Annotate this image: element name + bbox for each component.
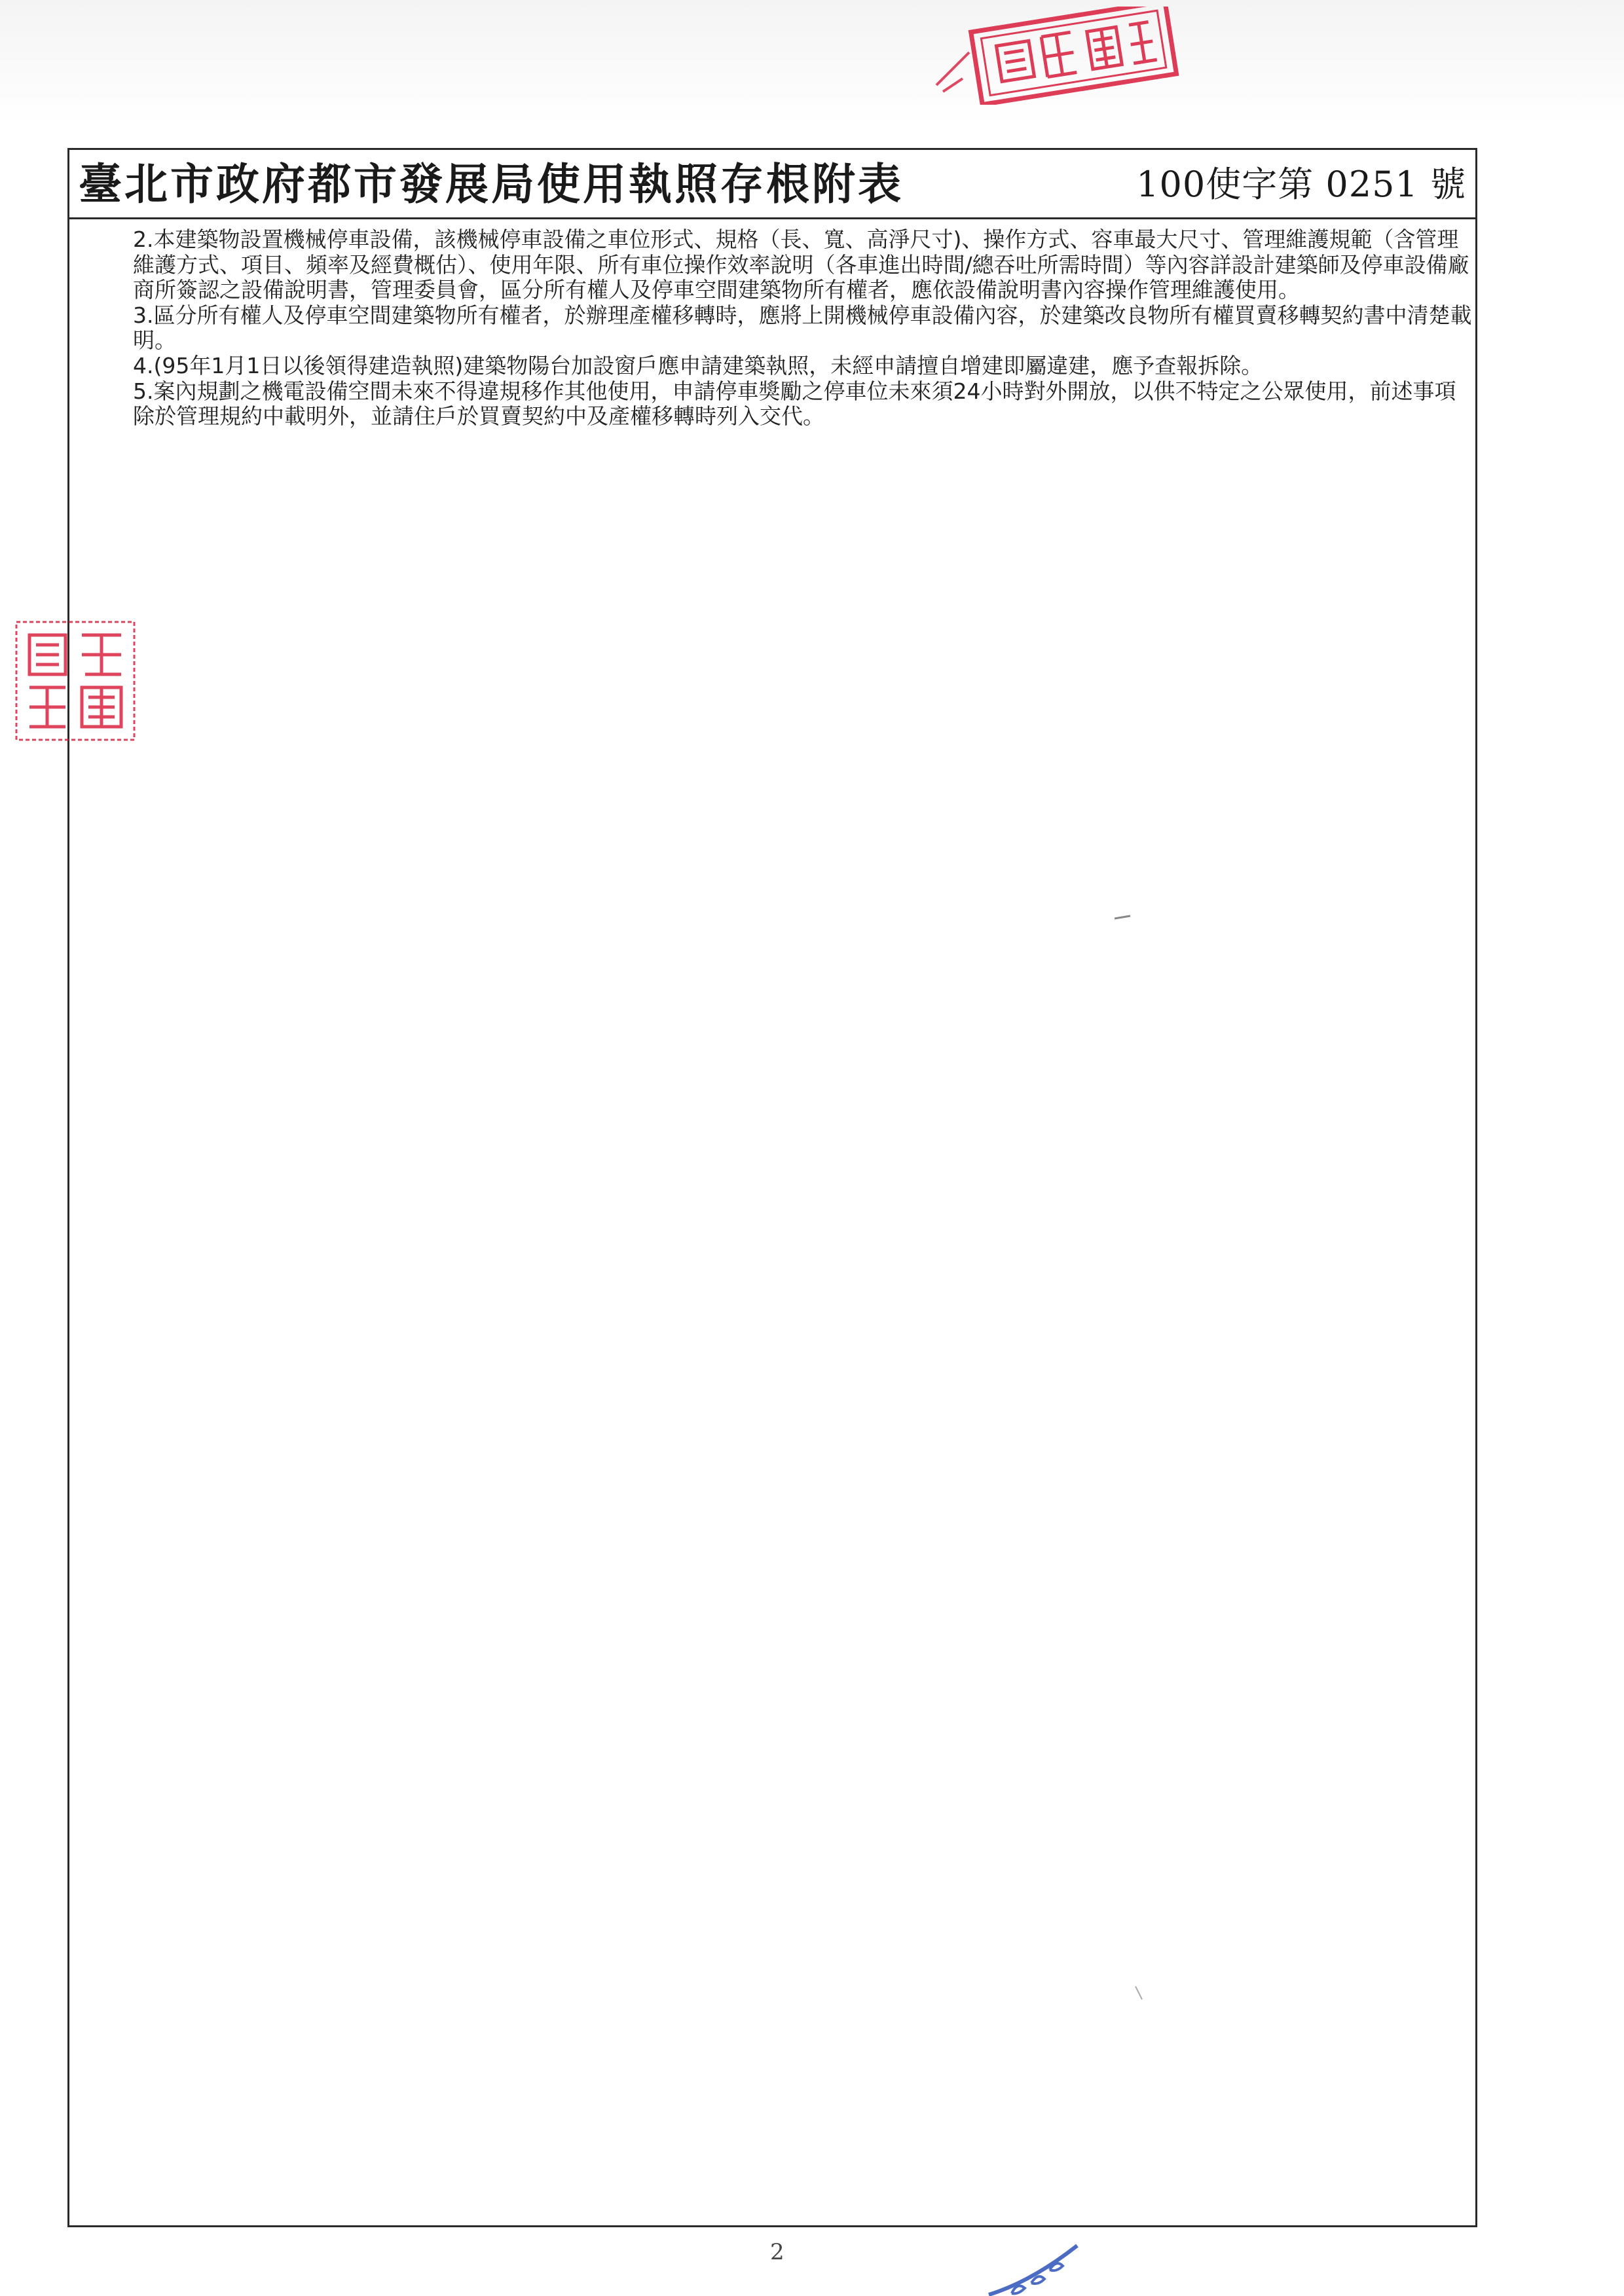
clause-list — [133, 227, 1473, 429]
clause-2: 2.本建築物設置機械停車設備，該機械停車設備之車位形式、規格（長、寬、高淨尺寸)、操作方式、容車最大尺寸、管理維護規範（含管理維護方式、項目、頻率及經費概估）、使用年限、所有車位操作效率說明（各車進出時間/總吞吐所需時間）等內容詳設計建築師及停車設備廠商所簽認之設備說明書，管理委員會，區分所有權人及停車空間建築物所有權者，應依設備說明書內容操作管理維護使用。 — [133, 227, 1469, 303]
blue-stamp-fragment — [986, 2242, 1084, 2296]
scan-edge-shadow — [0, 0, 1624, 124]
clause-4: 4.(95年1月1日以後領得建造執照)建築物陽台加設窗戶應申請建築執照，未經申請擅自增建即屬違建，應予查報拆除。 — [133, 352, 1263, 378]
permit-number: 100使字第 0251 號 — [1136, 164, 1466, 205]
page-number: 2 — [770, 2239, 784, 2265]
permit-attachment-sheet — [67, 148, 1477, 2227]
document-title: 臺北市政府都市發展局使用執照存根附表 — [79, 158, 904, 210]
clause-3: 3.區分所有權人及停車空間建築物所有權者，於辦理產權移轉時，應將上開機械停車設備內容，於建築改良物所有權買賣移轉契約書中清楚載明。 — [133, 302, 1472, 354]
header-bar — [69, 150, 1475, 219]
clause-5: 5.案內規劃之機電設備空間未來不得違規移作其他使用，申請停車獎勵之停車位未來須24小時對外開放，以供不特定之公眾使用，前述事項除於管理規約中載明外，並請住戶於買賣契約中及產權移轉時列入交代。 — [133, 378, 1456, 429]
